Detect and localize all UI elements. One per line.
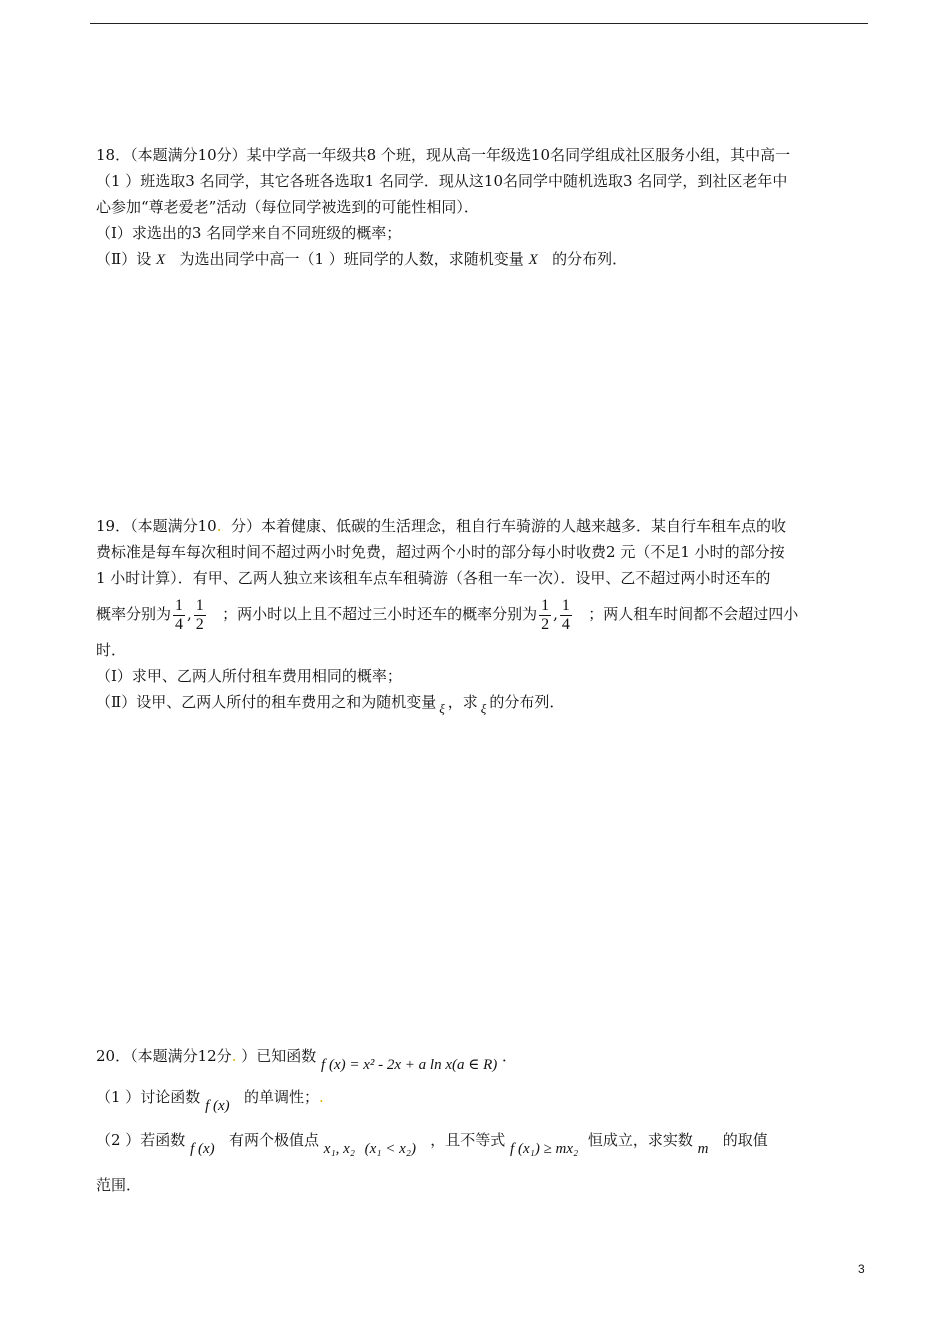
- q18-part1: （Ⅰ）求选出的3 名同学来自不同班级的概率；: [96, 224, 402, 242]
- variable-xi: ξ: [480, 701, 487, 716]
- marker-dot: .: [231, 1047, 237, 1065]
- q19-line1: 19．（本题满分10. 分）本着健康、低碳的生活理念，租自行车骑游的人越来越多．某自行车租车点的收: [96, 517, 787, 535]
- q20-line1: 20．（本题满分12分. ）已知函数 f (x) = x² - 2x + a ln x(a ∈ R) ．: [96, 1047, 518, 1073]
- fraction: $\frac{1}{4}$: [561, 596, 570, 633]
- function-f: f (x): [205, 1098, 230, 1114]
- q20-part1: （1 ）讨论函数 f (x) 的单调性；.: [96, 1088, 324, 1114]
- q18-part2: （Ⅱ）设 X 为选出同学中高一（1 ）班同学的人数，求随机变量 X 的分布列．: [96, 250, 628, 268]
- variable-m: m: [697, 1141, 709, 1157]
- q19-line3: 1 小时计算）．有甲、乙两人独立来该租车点车租骑游（各租一车一次）．设甲、乙不超过两小时还车的: [96, 569, 771, 587]
- q19-line4: 概率分别为 $\frac{1}{4}$ , $\frac{1}{2}$ ；两小时以上且不超过三小时还车的概率分别为 $\frac{1}{2}$ , $\frac{1}{4}$ ；两人租车时间都不会超过四小: [96, 596, 799, 633]
- q19-line2: 费标准是每车每次租时间不超过两小时免费，超过两个小时的部分每小时收费2 元（不足1 小时的部分按: [96, 543, 785, 561]
- q18-line2: （1 ）班选取3 名同学，其它各班各选取1 名同学．现从这10名同学中随机选取3 名同学，到社区老年中: [96, 172, 788, 190]
- page-number: 3: [858, 1262, 865, 1276]
- inequality: f (x₁) ≥ mx₂: [510, 1141, 579, 1157]
- header-rule: [90, 23, 868, 24]
- fraction: $\frac{1}{2}$: [195, 596, 204, 633]
- q19-line5: 时．: [96, 641, 127, 659]
- fraction: $\frac{1}{2}$: [541, 596, 550, 633]
- q18-line1: 18．（本题满分10分）某中学高一年级共8 个班，现从高一年级选10名同学组成社区服务小组，其中高一: [96, 146, 791, 164]
- function-definition: f (x) = x² - 2x + a ln x(a ∈ R): [321, 1057, 498, 1073]
- question-20: [96, 1042, 866, 1199]
- variable-x: X: [528, 252, 538, 268]
- q20-line3: 范围．: [96, 1176, 142, 1194]
- question-18: [96, 142, 866, 273]
- condition: (x₁ < x₂): [364, 1141, 416, 1157]
- marker-dot: .: [216, 517, 222, 535]
- q20-part2: （2 ）若函数 f (x) 有两个极值点 x₁, x₂ (x₁ < x₂) ，且不等式 f (x₁) ≥ mx₂ 恒成立，求实数 m 的取值: [96, 1131, 768, 1157]
- fraction: $\frac{1}{4}$: [175, 596, 184, 633]
- question-19: [96, 513, 866, 716]
- extreme-points: x₁, x₂: [323, 1141, 356, 1157]
- function-f: f (x): [190, 1141, 215, 1157]
- marker-dot: .: [319, 1088, 324, 1106]
- q19-part2: （Ⅱ）设甲、乙两人所付的租车费用之和为随机变量 ξ ，求 ξ 的分布列．: [96, 693, 565, 716]
- variable-xi: ξ: [439, 701, 445, 716]
- q18-line3: 心参加“尊老爱老”活动（每位同学被选到的可能性相同）．: [96, 198, 479, 216]
- q19-part1: （Ⅰ）求甲、乙两人所付租车费用相同的概率；: [96, 667, 402, 685]
- variable-x: X: [155, 252, 166, 268]
